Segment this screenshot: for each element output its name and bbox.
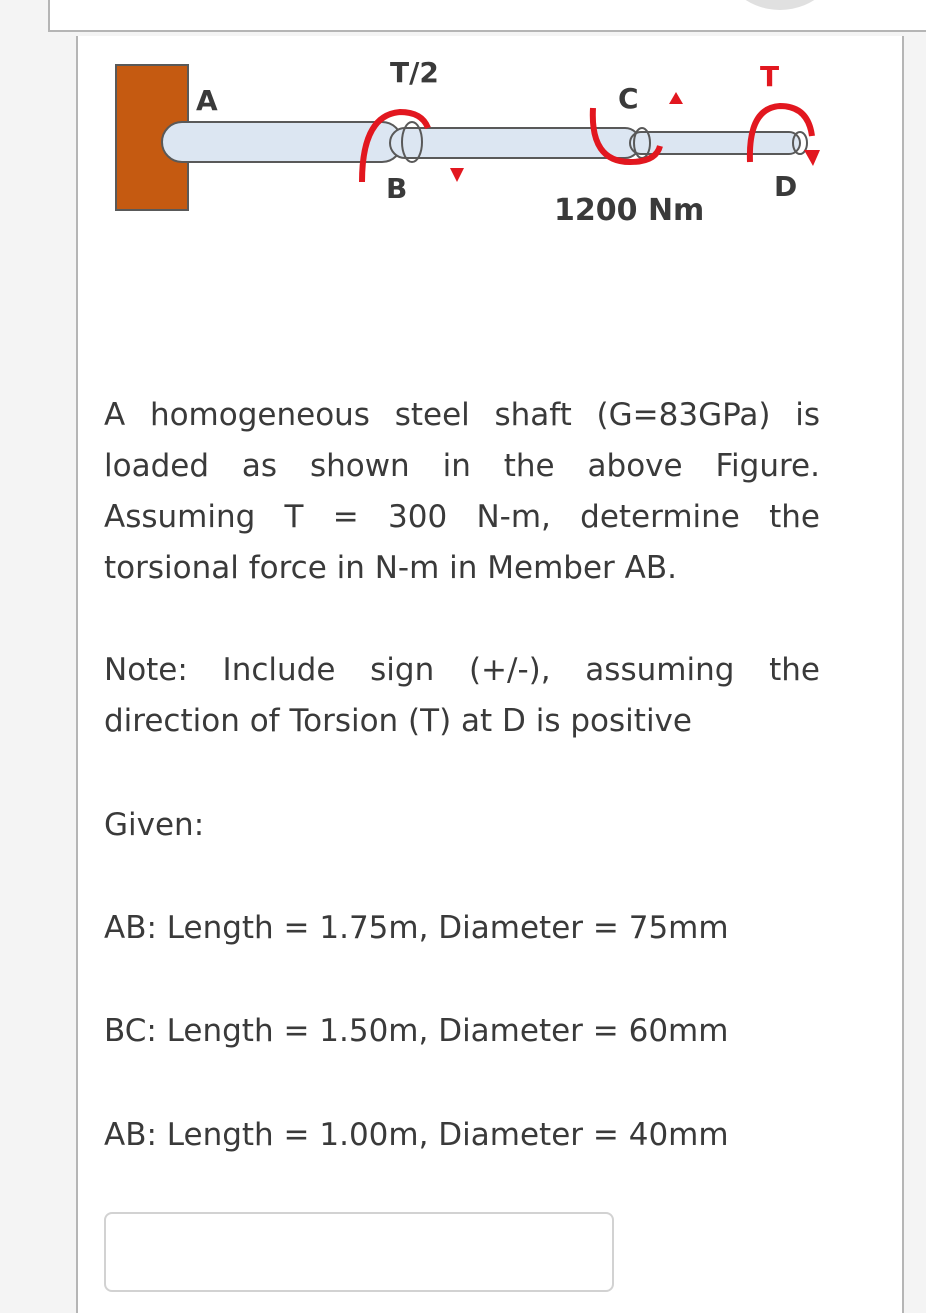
label-a: A bbox=[196, 84, 218, 117]
spec-line-3: AB: Length = 1.00m, Diameter = 40mm bbox=[104, 1117, 729, 1153]
note-text: Note: Include sign (+/-), assuming the direction of Torsion (T) at D is positive bbox=[104, 652, 820, 739]
arrowhead-c bbox=[669, 92, 683, 104]
answer-input[interactable] bbox=[104, 1212, 614, 1292]
label-d: D bbox=[774, 170, 798, 203]
label-b: B bbox=[386, 172, 408, 205]
arrowhead-b bbox=[450, 168, 464, 182]
given-label: Given: bbox=[104, 807, 205, 843]
shaft-figure bbox=[100, 50, 840, 240]
label-torque-b: T/2 bbox=[390, 56, 439, 89]
label-c: C bbox=[618, 82, 639, 115]
label-torque-d: T bbox=[760, 60, 780, 93]
arrowhead-d bbox=[804, 150, 820, 166]
label-torque-c: 1200 Nm bbox=[554, 193, 705, 228]
question-text: A homogeneous steel shaft (G=83GPa) is loaded as shown in the above Figure. Assuming T = 300 N-m, determine the torsional force in N-m in Member AB. bbox=[104, 397, 820, 586]
spec-line-1: AB: Length = 1.75m, Diameter = 75mm bbox=[104, 910, 729, 946]
spec-line-2: BC: Length = 1.50m, Diameter = 60mm bbox=[104, 1013, 729, 1049]
